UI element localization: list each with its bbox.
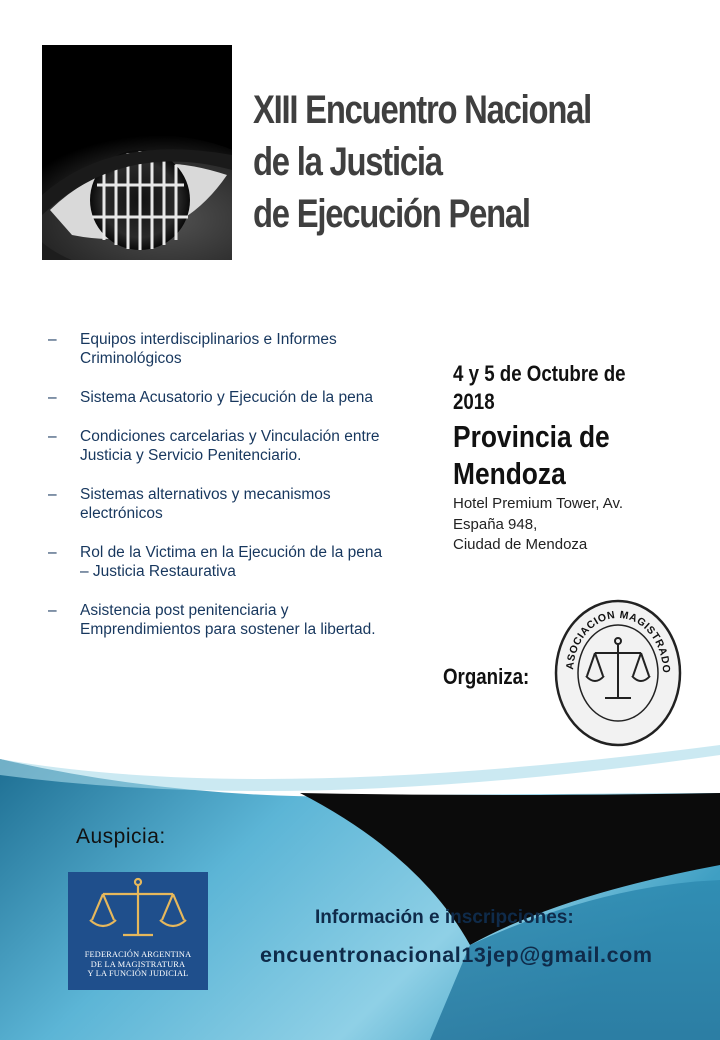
- topic-text: Sistema Acusatorio y Ejecución de la pena: [80, 389, 373, 406]
- event-place: [453, 418, 674, 492]
- bullet-dash: –: [48, 331, 57, 348]
- list-item: [48, 388, 388, 407]
- place-line-2: Mendoza: [453, 456, 566, 491]
- list-item: [48, 601, 388, 639]
- list-item: [48, 485, 388, 523]
- title-line-2: de la Justicia: [253, 140, 442, 184]
- logo-line-3: Y LA FUNCIÓN JUDICIAL: [87, 969, 189, 978]
- magistrados-mendoza-seal-logo: [553, 598, 683, 748]
- date-line-2: 2018: [453, 389, 495, 414]
- bullet-dash: –: [48, 602, 57, 619]
- bullet-dash: –: [48, 486, 57, 503]
- place-line-1: Provincia de: [453, 419, 610, 454]
- topics-list: [48, 330, 388, 659]
- date-line-1: 4 y 5 de Octubre de: [453, 361, 626, 386]
- event-venue: [453, 494, 713, 556]
- venue-line-2: España 948,: [453, 515, 538, 533]
- event-info: [453, 360, 713, 556]
- topic-text: Sistemas alternativos y mecanismos electrónicos: [80, 486, 331, 522]
- eye-with-bars-image: [42, 45, 232, 260]
- contact-email: encuentronacional13jep@gmail.com: [260, 943, 653, 967]
- event-dates: [453, 360, 674, 416]
- topic-text: Rol de la Victima en la Ejecución de la pena – Justicia Restaurativa: [80, 544, 383, 580]
- title-line-3: de Ejecución Penal: [253, 192, 530, 236]
- organiza-label: Organiza:: [443, 664, 530, 689]
- list-item: [48, 330, 388, 368]
- seal-text: ASOCIACION MAGISTRADO: [563, 608, 673, 674]
- topic-text: Condiciones carcelarias y Vinculación entre Justicia y Servicio Penitenciario.: [80, 428, 380, 464]
- logo-line-2: DE LA MAGISTRATURA: [90, 959, 186, 969]
- bullet-dash: –: [48, 428, 57, 445]
- scales-icon: [68, 872, 208, 950]
- auspicia-label: Auspicia:: [76, 825, 166, 848]
- logo-line-1: FEDERACIÓN ARGENTINA: [84, 950, 192, 959]
- topic-text: Equipos interdisciplinarios e Informes Criminológicos: [80, 331, 337, 367]
- venue-line-3: Ciudad de Mendoza: [453, 536, 588, 553]
- list-item: [48, 543, 388, 581]
- title-line-1: XIII Encuentro Nacional: [253, 88, 592, 132]
- bullet-dash: –: [48, 544, 57, 561]
- venue-line-1: Hotel Premium Tower, Av.: [453, 495, 624, 512]
- bullet-dash: –: [48, 389, 57, 406]
- list-item: [48, 427, 388, 465]
- info-label: Información e inscripciones:: [315, 907, 574, 928]
- event-title: [253, 84, 630, 240]
- federacion-argentina-logo: [68, 872, 208, 990]
- topic-text: Asistencia post penitenciaria y Emprendimientos para sostener la libertad.: [80, 602, 376, 638]
- federacion-name: [68, 950, 208, 979]
